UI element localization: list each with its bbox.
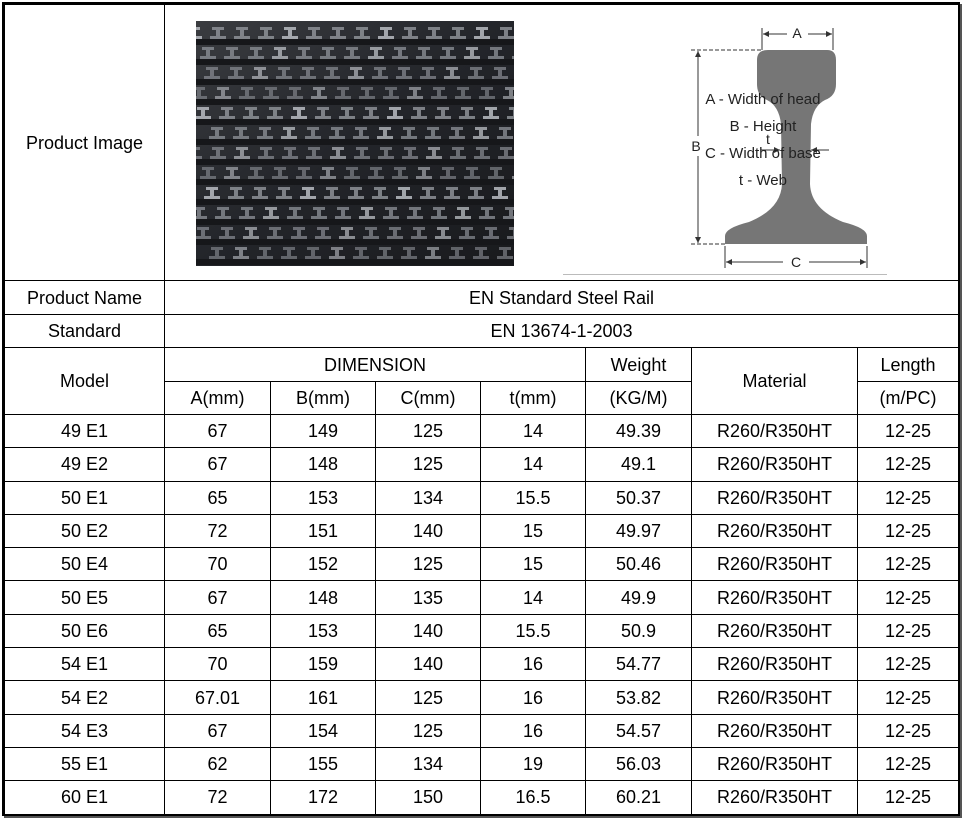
weight-unit-header: (KG/M) <box>586 382 692 415</box>
cell-b: 149 <box>271 415 376 448</box>
cell-model: 54 E3 <box>5 714 165 747</box>
cell-model: 50 E6 <box>5 614 165 647</box>
table-row <box>5 448 959 481</box>
table-row <box>5 681 959 714</box>
dim-t-label: t <box>766 130 770 147</box>
table-row <box>5 781 959 814</box>
cell-weight: 53.82 <box>586 681 692 714</box>
cell-model: 50 E5 <box>5 581 165 614</box>
cell-b: 151 <box>271 514 376 547</box>
cell-a: 62 <box>165 747 271 780</box>
col-t-header: t(mm) <box>481 382 586 415</box>
cell-t: 15.5 <box>481 614 586 647</box>
cell-t: 14 <box>481 448 586 481</box>
cell-t: 16 <box>481 681 586 714</box>
cell-length: 12-25 <box>858 781 959 814</box>
cell-b: 155 <box>271 747 376 780</box>
cell-b: 172 <box>271 781 376 814</box>
cell-c: 125 <box>376 448 481 481</box>
cell-c: 140 <box>376 514 481 547</box>
cell-a: 65 <box>165 614 271 647</box>
table-row <box>5 648 959 681</box>
product-name-value: EN Standard Steel Rail <box>165 281 959 315</box>
cell-t: 15 <box>481 548 586 581</box>
length-header: Length <box>858 348 959 382</box>
cell-c: 150 <box>376 781 481 814</box>
cell-weight: 50.46 <box>586 548 692 581</box>
cell-material: R260/R350HT <box>692 781 858 814</box>
cell-material: R260/R350HT <box>692 681 858 714</box>
cell-c: 134 <box>376 747 481 780</box>
cell-length: 12-25 <box>858 415 959 448</box>
cell-weight: 49.39 <box>586 415 692 448</box>
cell-t: 16 <box>481 714 586 747</box>
cell-a: 67 <box>165 415 271 448</box>
cell-model: 49 E1 <box>5 415 165 448</box>
cell-c: 134 <box>376 481 481 514</box>
cell-model: 49 E2 <box>5 448 165 481</box>
cell-b: 159 <box>271 648 376 681</box>
cell-model: 50 E2 <box>5 514 165 547</box>
cell-weight: 54.77 <box>586 648 692 681</box>
cell-weight: 54.57 <box>586 714 692 747</box>
cell-model: 60 E1 <box>5 781 165 814</box>
cell-model: 55 E1 <box>5 747 165 780</box>
cell-length: 12-25 <box>858 481 959 514</box>
rail-spec-table <box>4 4 959 815</box>
dim-c-label: C <box>790 253 802 270</box>
dimension-header: DIMENSION <box>165 348 586 382</box>
table-row <box>5 481 959 514</box>
cell-length: 12-25 <box>858 714 959 747</box>
cell-model: 50 E1 <box>5 481 165 514</box>
cell-b: 148 <box>271 448 376 481</box>
standard-value: EN 13674-1-2003 <box>165 315 959 348</box>
cell-c: 135 <box>376 581 481 614</box>
cell-weight: 49.1 <box>586 448 692 481</box>
cell-length: 12-25 <box>858 747 959 780</box>
cell-model: 50 E4 <box>5 548 165 581</box>
cell-length: 12-25 <box>858 448 959 481</box>
cell-b: 161 <box>271 681 376 714</box>
cell-t: 14 <box>481 581 586 614</box>
table-row <box>5 614 959 647</box>
product-image-cell <box>165 5 959 281</box>
length-unit-header: (m/PC) <box>858 382 959 415</box>
cell-material: R260/R350HT <box>692 481 858 514</box>
cell-material: R260/R350HT <box>692 614 858 647</box>
cell-b: 148 <box>271 581 376 614</box>
cell-material: R260/R350HT <box>692 415 858 448</box>
weight-header: Weight <box>586 348 692 382</box>
cell-c: 125 <box>376 415 481 448</box>
cell-a: 67 <box>165 581 271 614</box>
cell-material: R260/R350HT <box>692 581 858 614</box>
table-row <box>5 415 959 448</box>
cell-length: 12-25 <box>858 681 959 714</box>
cell-weight: 49.97 <box>586 514 692 547</box>
cell-t: 19 <box>481 747 586 780</box>
cell-c: 125 <box>376 548 481 581</box>
cell-material: R260/R350HT <box>692 514 858 547</box>
cell-weight: 50.9 <box>586 614 692 647</box>
product-image-label: Product Image <box>5 5 165 281</box>
spec-sheet <box>2 2 960 816</box>
table-row <box>5 747 959 780</box>
cell-b: 154 <box>271 714 376 747</box>
cell-t: 14 <box>481 415 586 448</box>
rail-stack-photo <box>196 21 514 266</box>
cell-b: 153 <box>271 481 376 514</box>
cell-t: 15.5 <box>481 481 586 514</box>
cell-a: 72 <box>165 781 271 814</box>
col-c-header: C(mm) <box>376 382 481 415</box>
legend-item-t: t - Web <box>738 171 787 189</box>
col-b-header: B(mm) <box>271 382 376 415</box>
cell-t: 16 <box>481 648 586 681</box>
cell-c: 140 <box>376 614 481 647</box>
cell-model: 54 E1 <box>5 648 165 681</box>
table-row <box>5 581 959 614</box>
cell-c: 140 <box>376 648 481 681</box>
table-row <box>5 514 959 547</box>
table-row <box>5 548 959 581</box>
dim-b-label: B <box>691 137 701 154</box>
cell-length: 12-25 <box>858 581 959 614</box>
dim-a-label: A <box>792 24 802 41</box>
cell-material: R260/R350HT <box>692 747 858 780</box>
cell-weight: 50.37 <box>586 481 692 514</box>
cell-material: R260/R350HT <box>692 448 858 481</box>
image-baseline <box>563 274 887 275</box>
cell-material: R260/R350HT <box>692 714 858 747</box>
cell-a: 67.01 <box>165 681 271 714</box>
legend-item-a: A - Width of head <box>705 90 821 108</box>
cell-a: 70 <box>165 648 271 681</box>
model-header: Model <box>5 348 165 415</box>
table-row <box>5 714 959 747</box>
legend-item-b: B - Height <box>729 117 797 135</box>
cell-material: R260/R350HT <box>692 648 858 681</box>
cell-length: 12-25 <box>858 614 959 647</box>
cell-length: 12-25 <box>858 648 959 681</box>
cell-b: 152 <box>271 548 376 581</box>
cell-length: 12-25 <box>858 548 959 581</box>
cell-weight: 60.21 <box>586 781 692 814</box>
cell-c: 125 <box>376 714 481 747</box>
cell-c: 125 <box>376 681 481 714</box>
material-header: Material <box>692 348 858 415</box>
legend-item-c: C - Width of base <box>705 144 821 162</box>
product-name-label: Product Name <box>5 281 165 315</box>
standard-label: Standard <box>5 315 165 348</box>
cell-t: 16.5 <box>481 781 586 814</box>
cell-model: 54 E2 <box>5 681 165 714</box>
cell-a: 72 <box>165 514 271 547</box>
cell-a: 70 <box>165 548 271 581</box>
cell-a: 65 <box>165 481 271 514</box>
cell-b: 153 <box>271 614 376 647</box>
cell-length: 12-25 <box>858 514 959 547</box>
cell-material: R260/R350HT <box>692 548 858 581</box>
cell-a: 67 <box>165 714 271 747</box>
col-a-header: A(mm) <box>165 382 271 415</box>
cell-weight: 56.03 <box>586 747 692 780</box>
diagram-legend <box>705 86 821 194</box>
cell-t: 15 <box>481 514 586 547</box>
cell-a: 67 <box>165 448 271 481</box>
cell-weight: 49.9 <box>586 581 692 614</box>
